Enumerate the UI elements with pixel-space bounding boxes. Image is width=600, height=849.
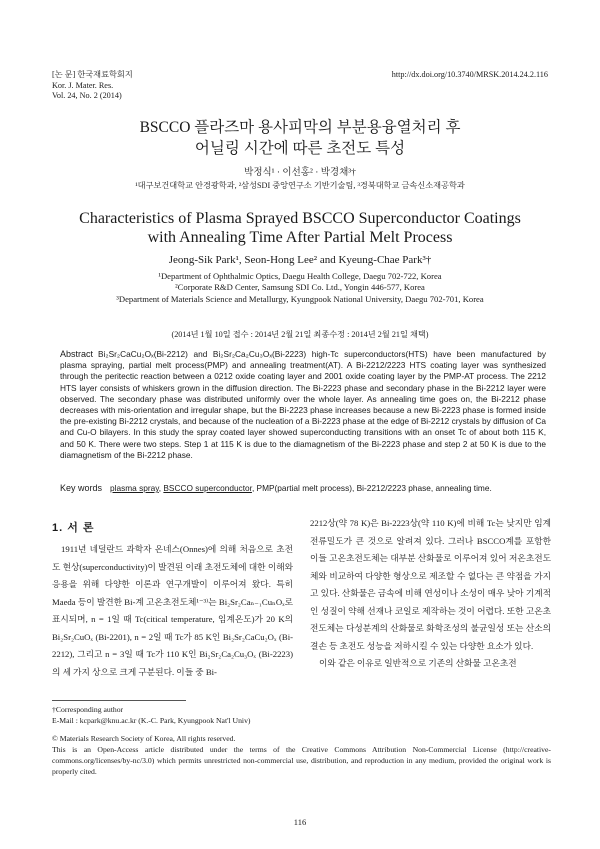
footnote-divider <box>52 700 186 701</box>
intro-paragraph-3: 이와 같은 이유로 일반적으로 기존의 산화물 고온초전 <box>319 658 517 668</box>
affiliation-3: ³Department of Materials Science and Metallurgy, Kyungpook National University, Daegu 702-701, Korea <box>116 293 484 304</box>
authors-ko: 박정식¹ · 이선홍² · 박경채³† <box>244 168 356 178</box>
title-ko-line2: 어닐링 시간에 따른 초전도 특성 <box>194 140 406 157</box>
title-en-line2: with Annealing Time After Partial Melt Process <box>147 229 453 246</box>
title-ko-line1: BSCCO 플라즈마 용사피막의 부분용융열처리 후 <box>139 119 461 136</box>
keyword-bscco[interactable]: BSCCO superconductor <box>163 483 252 493</box>
abstract-text: Bi₂Sr₂CaCu₂Oₓ(Bi-2212) and Bi₂Sr₂Ca₂Cu₃Oₓ(Bi-2223) high-Tc superconductors(HTS) have been manufactured by plasma spraying, partial melt process(PMP) and annealing treatment(AT). A Bi-2212/2223 HTS coating layer was synthesized through the peritectic reaction between a 0212 oxide coating layer and 2001 oxide coating layer by the PMP-AT process. The 2212 HTS layer consists of whiskers grown in the diffusion direction. The Bi-2223 phase and secondary phase in the Bi-2212 layer were observed. The secondary phase was distributed uniformly over the whole layer. As annealing time goes on, the Bi-2212 phase decreases with mis-orientation and irregular shape, but the Bi-2223 phase increases because a new Bi-2223 phase is formed inside the pre-existing Bi-2212 crystals, and because of the nucleation of a Bi-2223 phase at the edge of Bi-2212 crystals by diffusion of Ca and Cu-O bilayers. In this study the spray coated layer showed superconducting transitions with an onset Tc of about both 115 K, and 50 K. There were two steps. Step 1 at 115 K is due to the diamagnetism of the Bi-2223 phase and step 2 at 50 K is due to the diamagnetism of the Bi-2212 phase. <box>60 349 546 460</box>
corresponding-author: †Corresponding author <box>52 705 124 714</box>
keyword-plasma-spray[interactable]: plasma spray <box>110 483 159 493</box>
journal-header <box>52 70 133 102</box>
abstract-label: Abstract <box>60 349 94 359</box>
affiliation-1: ¹Department of Ophthalmic Optics, Daegu Health College, Daegu 702-722, Korea <box>158 271 442 281</box>
affiliations-ko: ¹대구보건대학교 안경광학과, ²삼성SDI 중앙연구소 기반기술팀, ³경북대학교 금속신소재공학과 <box>135 181 465 190</box>
journal-name-ko: [논 문] 한국재료학회지 <box>52 70 133 79</box>
section-title: 1. 서 론 <box>52 522 95 534</box>
abstract <box>60 349 546 461</box>
keywords: Key words plasma spray, BSCCO superconductor, PMP(partial melt process), Bi-2212/2223 phase, annealing time. <box>60 483 492 493</box>
license-text: This is an Open-Access article distributed under the terms of the Creative Commons Attribution Non-Commercial License (http://creative-commons.org/licenses/by-nc/3.0) which permits unrestricted non-commercial use, distribution, and reproduction in any medium, provided the original work is properly cited. <box>52 745 551 776</box>
right-column <box>310 515 551 673</box>
journal-name-en: Kor. J. Mater. Res. <box>52 80 114 90</box>
keywords-label: Key words <box>60 483 103 493</box>
page-number: 116 <box>293 817 307 827</box>
intro-paragraph-1: 1911년 네덜란드 과학자 온네스(Onnes)에 의해 처음으로 초전도 현상(superconductivity)이 발견된 이래 초전도체에 대한 이해와 응용을 위해 다양한 이론과 연구개발이 이루어져 왔다. 특히 Maeda 등이 발견한 Bi-계 고온초전도체¹⁻³⁾는 Bi₂Sr₂Caₙ₋₁CuₙOₓ로 표시되며, n = 1일 때 Tc(citical temperature, 임계온도)가 20 K의 Bi₂Sr₂CuOₓ (Bi-2201), n = 2일 때 Tc가 85 K인 Bi₂Sr₂CaCu₂Oₓ (Bi-2212), 그리고 n = 3일 때 Tc가 110 K인 Bi₂Sr₂Ca₂Cu₃Oₓ (Bi-2223)의 세 가지 상으로 크게 구분된다. 이들 중 Bi- <box>52 544 293 677</box>
title-en-line1: Characteristics of Plasma Sprayed BSCCO Superconductor Coatings <box>79 210 521 227</box>
authors-en: Jeong-Sik Park¹, Seon-Hong Lee² and Kyeung-Chae Park³† <box>168 254 432 266</box>
affiliation-2: ²Corporate R&D Center, Samsung SDI Co. Ltd., Yongin 446-577, Korea <box>175 282 425 293</box>
journal-volume: Vol. 24, No. 2 (2014) <box>52 91 122 100</box>
left-column <box>52 541 293 681</box>
author-email[interactable]: E-Mail : kcpark@knu.ac.kr (K.-C. Park, Kyungpook Nat'l Univ) <box>52 716 251 725</box>
intro-paragraph-2: 2212상(약 78 K)은 Bi-2223상(약 110 K)에 비해 Tc는 낮지만 임계전류밀도가 큰 것으로 알려져 있다. 그러나 BSCCO계를 포함한 이들 고온초전도체는 대부분 산화물로 이루어져 있어 저온초전도체와 비교하여 다양한 형상으로 제조할 수 없다는 큰 약점을 가지고 있다. 산화물은 금속에 비해 연성이나 소성이 매우 낮아 기계적인 성질이 약해 선재나 코일로 제작하는 것이 어렵다. 또한 고온초전도체는 다성분계의 산화물로 화학조성의 불균일성 또는 산소의 결손 등 초전도 성능을 저하시킬 수 있는 다양한 요소가 있다. <box>310 518 551 651</box>
copyright: © Materials Research Society of Korea, All rights reserved. <box>52 734 236 743</box>
keywords-rest: , PMP(partial melt process), Bi-2212/2223 phase, annealing time. <box>251 483 492 493</box>
doi-link[interactable]: http://dx.doi.org/10.3740/MRSK.2014.24.2.116 <box>391 70 548 79</box>
footnotes <box>52 704 551 777</box>
affiliations-en <box>0 271 600 305</box>
received-dates: (2014년 1월 10일 접수 : 2014년 2월 21일 최종수정 : 2014년 2월 21일 채택) <box>171 330 429 339</box>
